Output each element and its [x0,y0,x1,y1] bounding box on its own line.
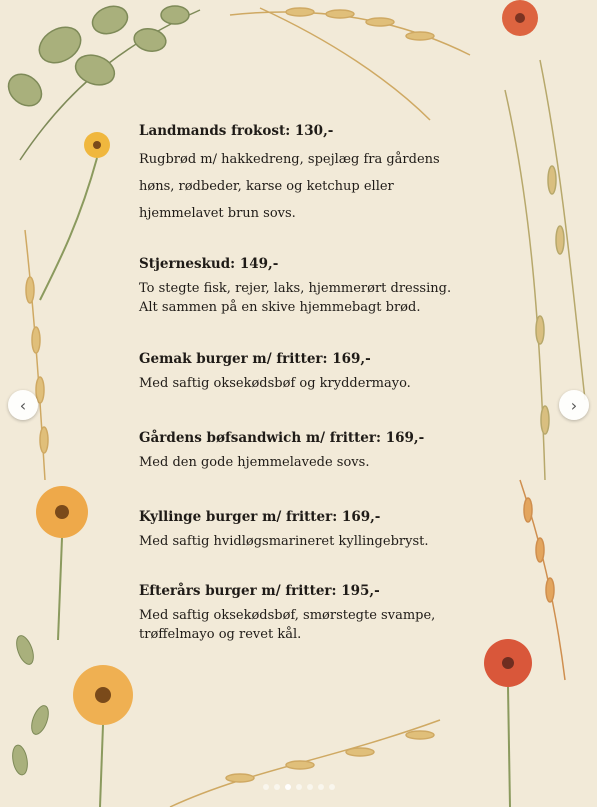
chevron-right-icon: › [570,395,578,415]
menu-item-description: hjemmelavet brun sovs. [139,206,296,221]
menu-item-description: To stegte fisk, rejer, laks, hjemmerørt dressing. [139,281,452,296]
wheat-stalk-icon [230,8,470,120]
menu-item [139,508,428,551]
red-flower-icon [502,0,538,36]
orange-flower-icon [36,486,88,640]
menu-item-description: høns, rødbeder, karse og ketchup eller [139,179,394,194]
menu-item-title: Kyllinge burger m/ fritter: 169,- [139,509,381,525]
carousel-prev-button[interactable] [8,390,38,420]
pagination-dot[interactable] [329,784,335,790]
wheat-stalk-icon [170,720,440,807]
pagination-dot[interactable] [307,784,313,790]
pagination-dot[interactable] [274,784,280,790]
menu-item [139,350,411,393]
menu-item-description: Alt sammen på en skive hjemmebagt brød. [139,300,421,315]
menu-item-title: Gårdens bøfsandwich m/ fritter: 169,- [139,430,425,446]
menu-item-description: trøffelmayo og revet kål. [139,627,302,642]
menu-item-description: Med saftig oksekødsbøf, smørstegte svampe, [139,608,436,623]
chevron-left-icon: ‹ [19,395,27,415]
menu-item [139,255,451,317]
carousel-pagination [0,784,597,790]
menu-item-title: Efterårs burger m/ fritter: 195,- [139,583,380,599]
menu-item-title: Gemak burger m/ fritter: 169,- [139,351,371,367]
pagination-dot[interactable] [296,784,302,790]
wheat-stalk-icon [25,230,48,480]
menu-item-title: Stjerneskud: 149,- [139,256,279,272]
menu-item-title: Landmands frokost: 130,- [139,123,334,139]
menu-item-description: Med den gode hjemmelavede sovs. [139,455,370,470]
pagination-dot[interactable] [263,784,269,790]
pagination-dot[interactable] [318,784,324,790]
menu-item-description: Med saftig oksekødsbøf og kryddermayo. [139,376,411,391]
carousel-next-button[interactable] [559,390,589,420]
menu-item [139,122,440,227]
pagination-dot-active[interactable] [285,784,291,790]
menu-item [139,582,435,644]
menu-item [139,429,424,472]
yellow-flower-icon [40,132,110,300]
menu-item-description: Rugbrød m/ hakkedreng, spejlæg fra gårdens [139,152,440,167]
leaf-sprig-icon [11,634,52,776]
red-flower-icon [484,639,532,807]
menu-item-description: Med saftig hvidløgsmarineret kyllingebryst. [139,534,429,549]
